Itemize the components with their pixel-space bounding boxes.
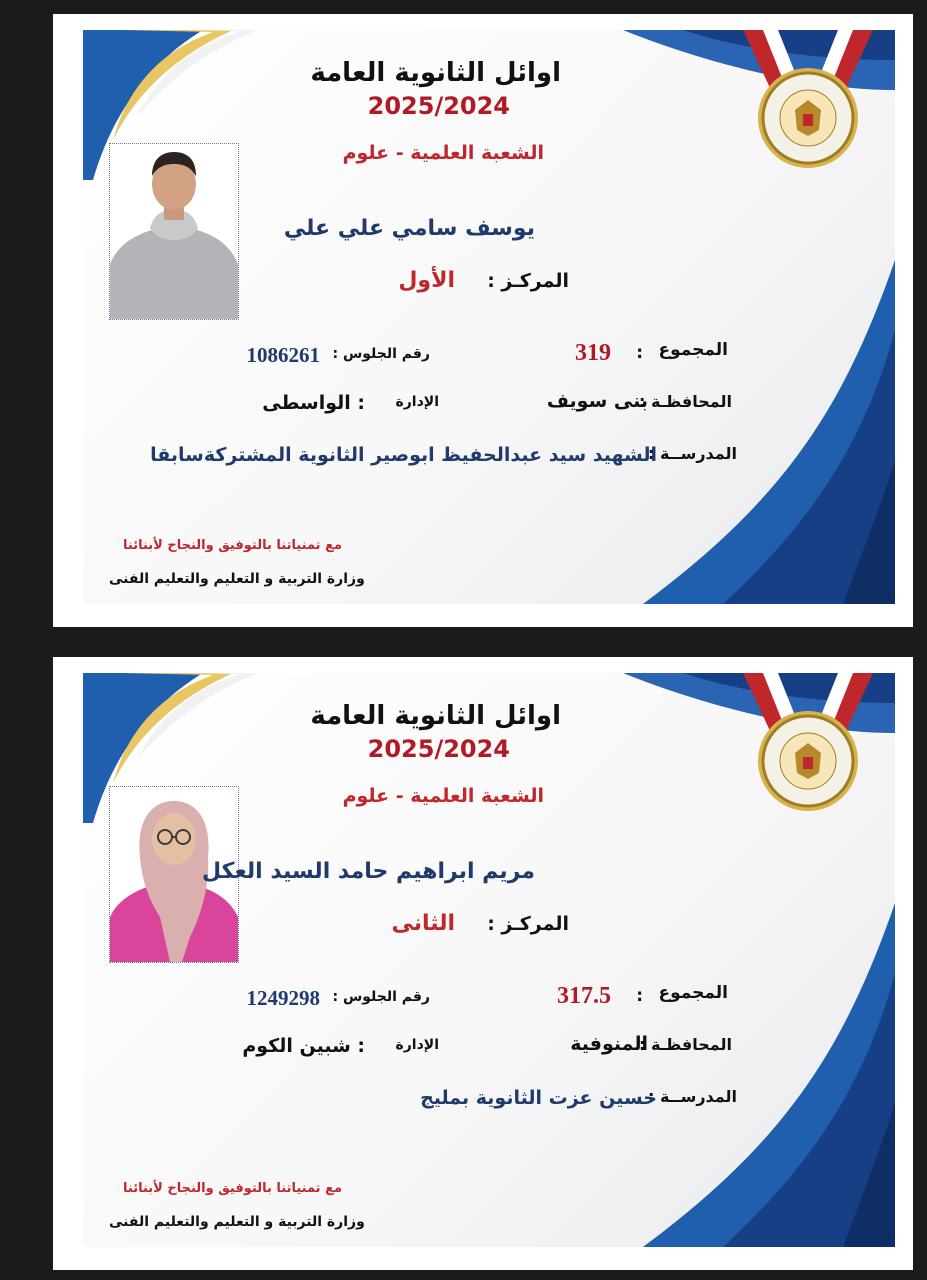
total-colon: : — [636, 986, 643, 1006]
student-photo — [109, 143, 239, 320]
certificate-background — [83, 30, 895, 604]
certificate-title: اوائل الثانوية العامة — [310, 701, 561, 731]
school-label: المدرســة : — [647, 444, 737, 463]
administration-label: الإدارة — [395, 1037, 439, 1053]
rank-value: الثانى — [391, 911, 455, 936]
total-colon: : — [636, 343, 643, 363]
ministry-name: وزارة التربية و التعليم والتعليم الفنى — [109, 1214, 365, 1230]
governorate-label: المحافظـة : — [639, 392, 732, 411]
administration-label: الإدارة — [395, 394, 439, 410]
certificate-background — [83, 673, 895, 1247]
school-label: المدرســة : — [647, 1087, 737, 1106]
total-label: المجموع — [658, 340, 728, 360]
total-value: 319 — [575, 340, 611, 366]
school-value: حسين عزت الثانوية بمليج — [420, 1087, 657, 1109]
total-value: 317.5 — [557, 983, 611, 1009]
rank-label: المركـز : — [487, 913, 569, 935]
total-label: المجموع — [658, 983, 728, 1003]
student-name: مريم ابراهيم حامد السيد العكل — [202, 859, 535, 884]
rank-label: المركـز : — [487, 270, 569, 292]
seat-number-label: رقم الجلوس : — [332, 346, 430, 362]
rank-value: الأول — [398, 268, 455, 293]
study-branch: الشعبة العلمية - علوم — [342, 142, 544, 164]
governorate-value: المنوفية — [570, 1033, 648, 1055]
administration-value: : شبين الكوم — [242, 1035, 365, 1057]
certificate-card — [53, 657, 913, 1270]
seat-number-value: 1086261 — [246, 343, 320, 367]
ministry-seal-icon — [723, 673, 893, 823]
ministry-seal-icon — [723, 30, 893, 180]
certificate-card — [53, 14, 913, 627]
governorate-label: المحافظـة : — [639, 1035, 732, 1054]
wishes-text: مع تمنياتنا بالتوفيق والنجاح لأبنائنا — [123, 1181, 342, 1196]
student-name: يوسف سامي علي علي — [283, 216, 535, 241]
certificate-title: اوائل الثانوية العامة — [310, 58, 561, 88]
school-value: الشهيد سيد عبدالحفيظ ابوصير الثانوية المشتركةسابقا — [150, 444, 657, 466]
seat-number-value: 1249298 — [246, 986, 320, 1010]
academic-year: 2025/2024 — [367, 92, 510, 120]
academic-year: 2025/2024 — [367, 735, 510, 763]
wishes-text: مع تمنياتنا بالتوفيق والنجاح لأبنائنا — [123, 538, 342, 553]
governorate-value: بنى سويف — [546, 390, 648, 412]
administration-value: : الواسطى — [262, 392, 365, 414]
study-branch: الشعبة العلمية - علوم — [342, 785, 544, 807]
seat-number-label: رقم الجلوس : — [332, 989, 430, 1005]
ministry-name: وزارة التربية و التعليم والتعليم الفنى — [109, 571, 365, 587]
